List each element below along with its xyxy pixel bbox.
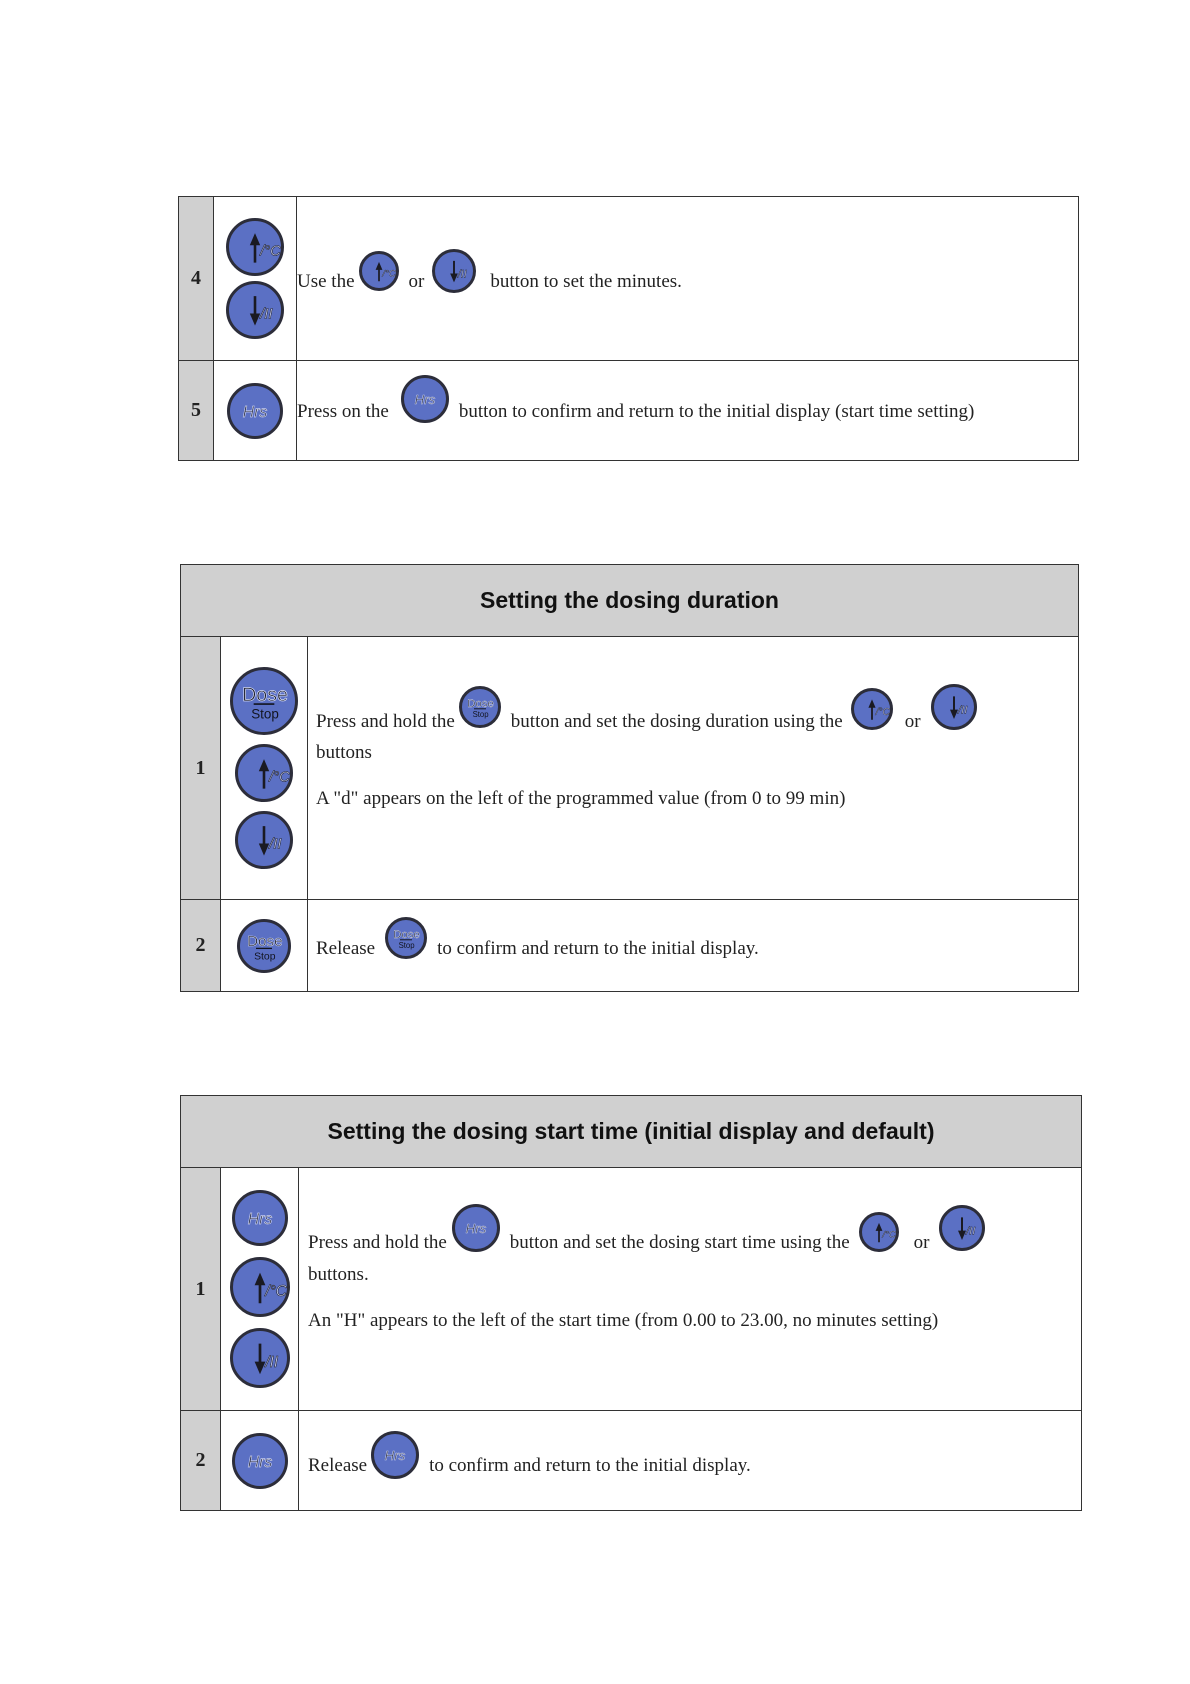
up-celsius-button-icon xyxy=(359,251,399,291)
hrs-button-icon xyxy=(232,1433,288,1489)
icon-column xyxy=(214,218,296,339)
svg-text:Dose: Dose xyxy=(467,697,494,710)
dose-stop-button-icon xyxy=(459,686,501,728)
up-celsius-button-icon xyxy=(859,1212,899,1252)
svg-text:Stop: Stop xyxy=(398,940,415,950)
svg-text:/°C: /°C xyxy=(875,706,890,718)
svg-text:/°C: /°C xyxy=(269,769,290,786)
icon-column xyxy=(221,1190,298,1388)
step-number: 4 xyxy=(179,197,214,361)
svg-text:/II: /II xyxy=(458,267,468,280)
svg-text:Dose: Dose xyxy=(393,928,420,941)
dose-stop-button-icon xyxy=(237,919,291,973)
up-celsius-button-icon xyxy=(235,744,293,802)
svg-text:Hrs: Hrs xyxy=(414,391,436,407)
step-text: Press on the Hrs button to confirm and return to the initial display (start time setting) xyxy=(297,361,1079,461)
up-celsius-button-icon xyxy=(230,1257,290,1317)
step-row xyxy=(181,1168,1082,1411)
svg-text:Dose: Dose xyxy=(247,932,283,950)
svg-text:Hrs: Hrs xyxy=(247,1453,272,1471)
svg-text:Stop: Stop xyxy=(254,951,276,963)
step-number: 2 xyxy=(181,900,221,992)
step-text: Use the /°C or /II button to set the minutes. xyxy=(297,197,1079,361)
step-text: Release Dose Stop to confirm and return to the initial display. xyxy=(308,900,1079,992)
svg-text:/II: /II xyxy=(269,836,282,853)
step-text: Press and hold the Hrs button and set the dosing start time using the /°C or /II buttons. An "H" appears to the left of the start time (from 0.00 to 23.00, no minutes setting) xyxy=(299,1168,1082,1411)
svg-text:/II: /II xyxy=(260,306,273,323)
svg-text:/°C: /°C xyxy=(381,268,396,280)
section-title: Setting the dosing duration xyxy=(181,565,1079,637)
dose-stop-button-icon xyxy=(385,917,427,959)
svg-text:Stop: Stop xyxy=(472,709,489,719)
dose-stop-button-icon xyxy=(230,667,298,735)
down-pause-button-icon xyxy=(226,281,284,339)
down-pause-button-icon xyxy=(235,811,293,869)
up-celsius-button-icon xyxy=(851,688,893,730)
steps-table-dosing-duration xyxy=(180,564,1079,992)
icon-column xyxy=(221,1433,298,1489)
svg-text:Hrs: Hrs xyxy=(247,1210,272,1228)
step-text: Release Hrs to confirm and return to the initial display. xyxy=(299,1411,1082,1511)
step-row xyxy=(179,361,1079,461)
svg-text:/°C: /°C xyxy=(264,1283,287,1300)
svg-text:Dose: Dose xyxy=(242,684,288,706)
hrs-button-icon xyxy=(401,375,449,423)
down-pause-button-icon xyxy=(230,1328,290,1388)
hrs-button-icon xyxy=(227,383,283,439)
step-number: 5 xyxy=(179,361,214,461)
step-row xyxy=(181,637,1079,900)
step-row xyxy=(181,900,1079,992)
step-text: Press and hold the Dose Stop button and set the dosing duration using the /°C or /II buttons A "d" appears on the left of the programmed value (from 0 to 99 min) xyxy=(308,637,1079,900)
step-row xyxy=(181,1411,1082,1511)
svg-text:/°C: /°C xyxy=(260,243,281,260)
svg-text:Hrs: Hrs xyxy=(465,1220,487,1236)
steps-table-minutes xyxy=(178,196,1079,461)
svg-text:Hrs: Hrs xyxy=(384,1447,406,1463)
down-pause-button-icon xyxy=(939,1205,985,1251)
down-pause-button-icon xyxy=(432,249,476,293)
steps-table-dosing-start-time xyxy=(180,1095,1082,1511)
section-title: Setting the dosing start time (initial display and default) xyxy=(181,1096,1082,1168)
svg-text:/°C: /°C xyxy=(882,1229,896,1241)
icon-column xyxy=(221,667,307,869)
icon-column xyxy=(221,919,307,973)
hrs-button-icon xyxy=(371,1431,419,1479)
step-row xyxy=(179,197,1079,361)
svg-text:/II: /II xyxy=(264,1354,278,1371)
svg-text:Stop: Stop xyxy=(251,706,279,722)
down-pause-button-icon xyxy=(931,684,977,730)
step-number: 1 xyxy=(181,1168,221,1411)
step-number: 1 xyxy=(181,637,221,900)
hrs-button-icon xyxy=(452,1204,500,1252)
svg-text:Hrs: Hrs xyxy=(242,403,268,421)
hrs-button-icon xyxy=(232,1190,288,1246)
svg-text:/II: /II xyxy=(957,704,968,717)
svg-text:/II: /II xyxy=(966,1225,976,1238)
up-celsius-button-icon xyxy=(226,218,284,276)
icon-column xyxy=(214,383,296,439)
step-number: 2 xyxy=(181,1411,221,1511)
